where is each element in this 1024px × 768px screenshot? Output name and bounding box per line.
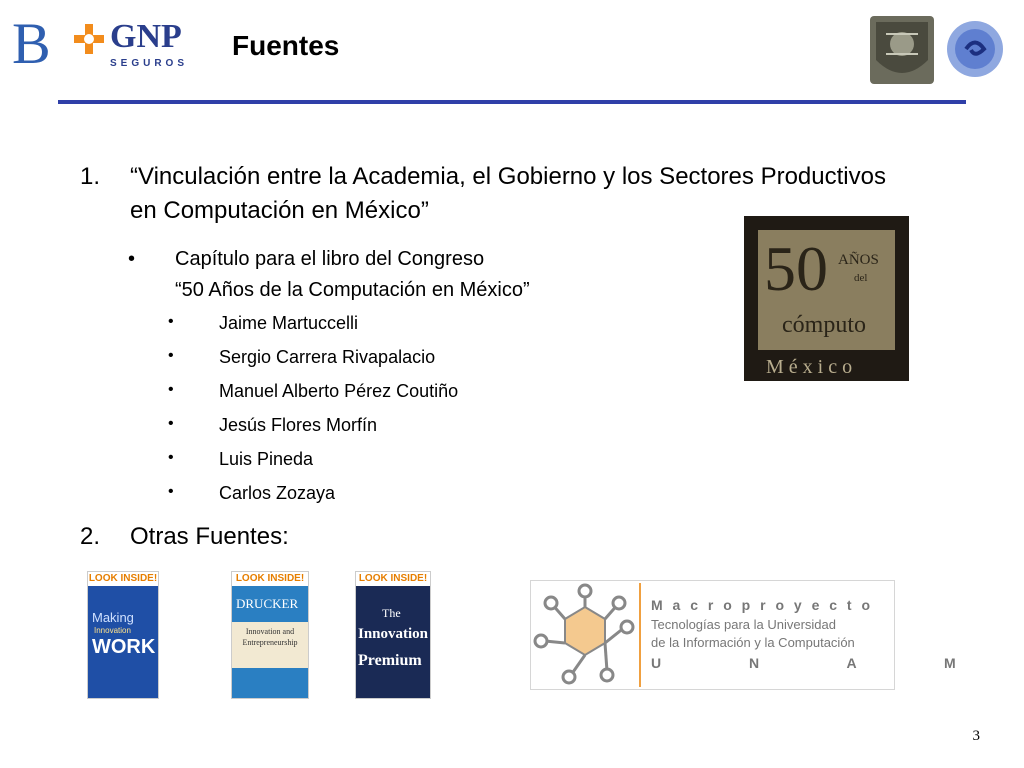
book-title-3: Premium — [358, 652, 422, 669]
bullet: • — [168, 483, 174, 500]
list-item-text: Otras Fuentes: — [130, 523, 289, 550]
author-name: Manuel Alberto Pérez Coutiño — [219, 381, 459, 401]
author-name: Jaime Martuccelli — [219, 313, 359, 333]
badge-number: 50 — [764, 233, 828, 304]
sub-bullet: • — [128, 248, 136, 270]
fifty-years-badge — [744, 216, 909, 381]
page-number: 3 — [972, 728, 980, 744]
book-cover-innovation-premium — [356, 572, 430, 698]
book-cover-drucker — [232, 572, 308, 698]
gnp-logo — [72, 18, 202, 72]
book-title-1: Making — [92, 610, 134, 625]
badge-mexico: México — [766, 356, 858, 378]
badge-anos: AÑOS — [838, 252, 879, 268]
bullet: • — [168, 381, 174, 398]
list-item-number: 1. — [80, 163, 101, 190]
book-title-3: WORK — [92, 636, 156, 658]
swirl-logo-icon — [944, 18, 1006, 80]
bullet: • — [168, 449, 174, 466]
list-item — [168, 381, 459, 401]
book-title-1: DRUCKER — [236, 596, 299, 611]
macroproyecto-line-4: U N A M — [651, 655, 998, 671]
list-item — [168, 415, 378, 435]
book-cover-making-innovation-work — [88, 572, 158, 698]
look-inside-label: LOOK INSIDE! — [88, 573, 158, 584]
look-inside-label: LOOK INSIDE! — [232, 572, 308, 586]
list-item — [168, 483, 336, 503]
list-item-text: “Vinculación entre la Academia, el Gobierno y los Sectores Productivos en Computación en México” — [130, 163, 886, 224]
bullet: • — [168, 347, 174, 364]
network-hexagon-icon — [531, 581, 639, 689]
look-inside-label: LOOK INSIDE! — [356, 572, 430, 586]
book-title-1: The — [382, 606, 401, 620]
macroproyecto-line-2: Tecnologías para la Universidad — [651, 617, 836, 632]
badge-del: del — [854, 272, 868, 284]
gnp-logo-text: GNP — [110, 18, 182, 55]
macroproyecto-line-3: de la Información y la Computación — [651, 635, 855, 650]
header-rule — [58, 100, 966, 104]
b-logo — [12, 11, 62, 76]
gnp-logo-sub: SEGUROS — [110, 58, 189, 69]
book-title-2: Innovation — [358, 626, 429, 642]
list-item — [168, 313, 359, 333]
macroproyecto-line-1: M a c r o p r o y e c t o — [651, 597, 874, 613]
slide-title: Fuentes — [232, 30, 340, 61]
author-name: Sergio Carrera Rivapalacio — [219, 347, 436, 367]
list-item-number: 2. — [80, 523, 101, 550]
gnp-star-icon — [72, 22, 106, 56]
macroproyecto-divider — [639, 583, 641, 687]
bullet: • — [168, 415, 174, 432]
sub-line-2: “50 Años de la Computación en México” — [175, 279, 530, 301]
list-item — [168, 449, 314, 469]
author-name: Jesús Flores Morfín — [219, 415, 378, 435]
list-item — [168, 347, 436, 367]
author-name: Carlos Zozaya — [219, 483, 336, 503]
book-title-2: Innovation and Entrepreneurship — [242, 627, 298, 647]
book-title-2: Innovation — [94, 626, 131, 635]
macroproyecto-logo — [530, 580, 998, 690]
unam-crest-icon — [866, 14, 938, 86]
badge-computo: cómputo — [782, 312, 866, 338]
bullet: • — [168, 313, 174, 330]
author-name: Luis Pineda — [219, 449, 314, 469]
sub-line-1: Capítulo para el libro del Congreso — [175, 248, 485, 270]
b-logo-letter: B — [12, 11, 51, 76]
